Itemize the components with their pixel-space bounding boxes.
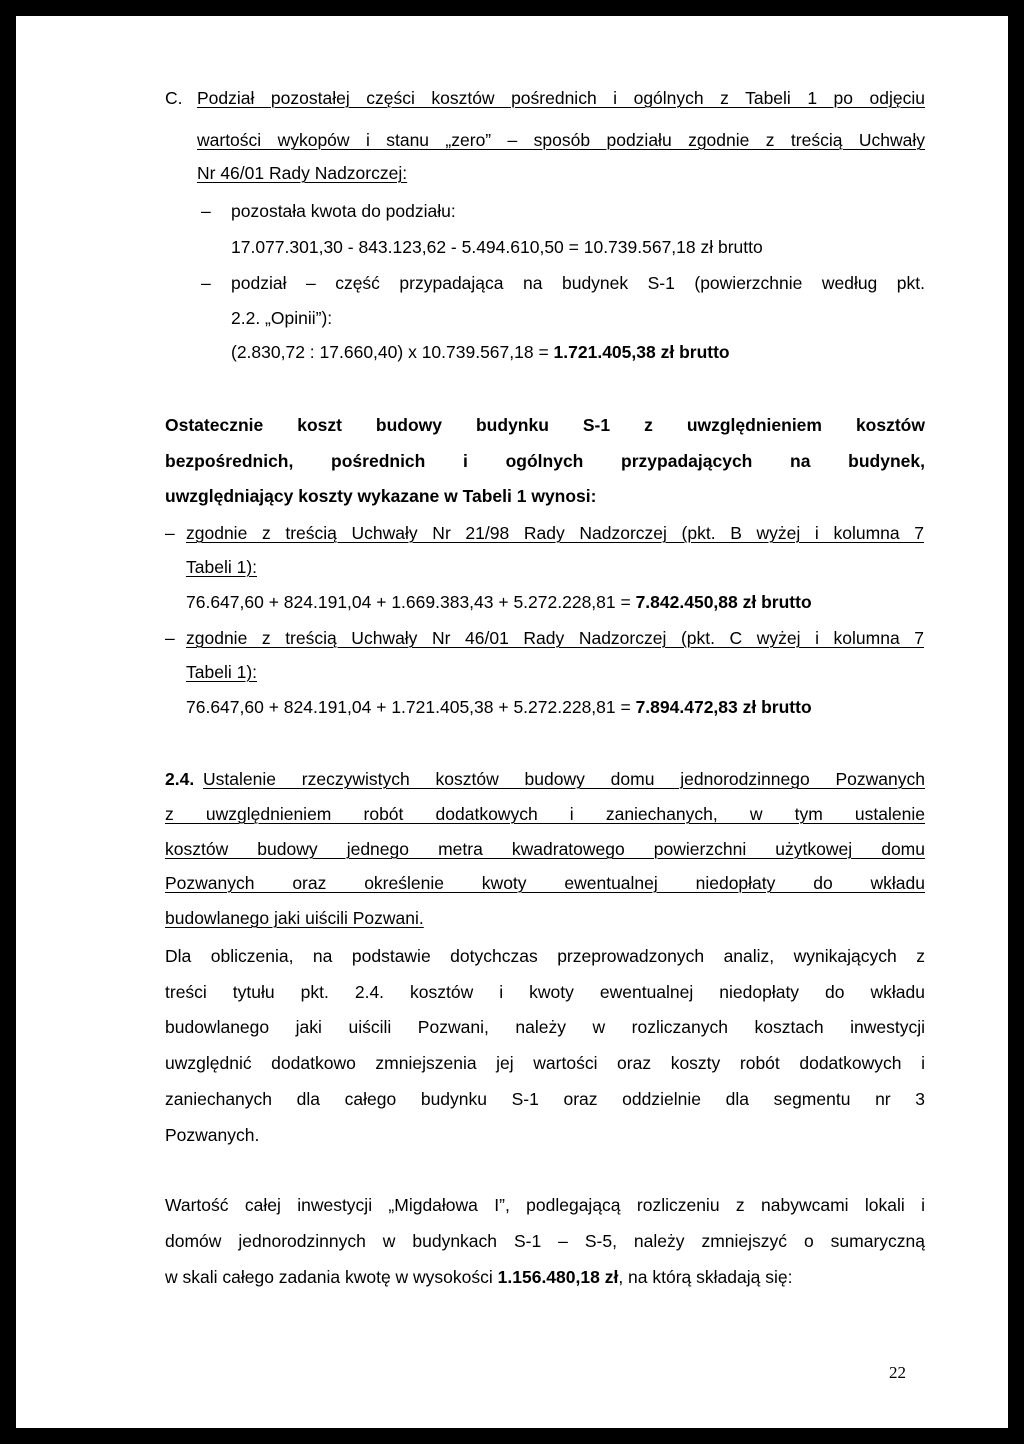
para1-line-2: treści tytułu pkt. 2.4. kosztów i kwoty ewentualnej niedopłaty do wkładu (165, 982, 925, 1002)
section-c-heading-line-3: Nr 46/01 Rady Nadzorczej: (197, 163, 408, 183)
variant-b-line-1: zgodnie z treścią Uchwały Nr 21/98 Rady Nadzorczej (pkt. B wyżej i kolumna 7 (186, 523, 924, 543)
summary-line-3: uwzględniający koszty wykazane w Tabeli 1 wynosi: (165, 486, 597, 506)
reduction-amount: 1.156.480,18 zł (497, 1267, 619, 1287)
list-dash: – (165, 628, 175, 648)
section-c-heading-line-2: wartości wykopów i stanu „zero” – sposób podziału zgodnie z treścią Uchwały (197, 130, 925, 150)
division-line-1: podział – część przypadająca na budynek S-1 (powierzchnie według pkt. (231, 273, 925, 293)
variant-b-line-2: Tabeli 1): (186, 557, 258, 577)
para2-line-3 (165, 1266, 792, 1288)
para2-line-2: domów jednorodzinnych w budynkach S-1 – S-5, należy zmniejszyć o sumaryczną (165, 1231, 925, 1251)
section-24-number: 2.4. (165, 769, 195, 789)
section-24-heading-line-4: Pozwanych oraz określenie kwoty ewentualnej niedopłaty do wkładu (165, 873, 925, 893)
variant-c-formula: 76.647,60 + 824.191,04 + 1.721.405,38 + 5.272.228,81 = (186, 697, 636, 717)
variant-c-line-2: Tabeli 1): (186, 662, 258, 682)
section-c-marker: C. (165, 88, 183, 108)
variant-c-line-1: zgodnie z treścią Uchwały Nr 46/01 Rady Nadzorczej (pkt. C wyżej i kolumna 7 (186, 628, 924, 648)
variant-c-result: 7.894.472,83 zł brutto (635, 697, 812, 717)
division-calc (231, 341, 730, 363)
para2-line-1: Wartość całej inwestycji „Migdałowa I”, podlegającą rozliczeniu z nabywcami lokali i (165, 1195, 925, 1215)
summary-line-2: bezpośrednich, pośrednich i ogólnych przypadających na budynek, (165, 451, 925, 471)
para1-line-4: uwzględnić dodatkowo zmniejszenia jej wartości oraz koszty robót dodatkowych i (165, 1053, 925, 1073)
para1-line-3: budowlanego jaki uiścili Pozwani, należy w rozliczanych kosztach inwestycji (165, 1017, 925, 1037)
para1-line-1: Dla obliczenia, na podstawie dotychczas przeprowadzonych analiz, wynikających z (165, 946, 925, 966)
para1-line-6: Pozwanych. (165, 1125, 260, 1145)
section-24-heading-line-5: budowlanego jaki uiścili Pozwani. (165, 908, 424, 928)
summary-line-1: Ostatecznie koszt budowy budynku S-1 z uwzględnieniem kosztów (165, 415, 925, 435)
variant-b-formula: 76.647,60 + 824.191,04 + 1.669.383,43 + 5.272.228,81 = (186, 592, 636, 612)
variant-c-calc (186, 696, 812, 718)
section-24-heading-line-1: Ustalenie rzeczywistych kosztów budowy domu jednorodzinnego Pozwanych (203, 769, 925, 789)
section-c-heading-line-1: Podział pozostałej części kosztów pośrednich i ogólnych z Tabeli 1 po odjęciu (197, 88, 925, 108)
list-dash: – (201, 201, 211, 221)
remaining-amount-label: pozostała kwota do podziału: (231, 201, 456, 221)
variant-b-result: 7.842.450,88 zł brutto (635, 592, 812, 612)
page-number: 22 (889, 1363, 906, 1382)
variant-b-calc (186, 591, 812, 613)
list-dash: – (165, 523, 175, 543)
section-24-heading-line-3: kosztów budowy jednego metra kwadratowego powierzchni użytkowej domu (165, 839, 925, 859)
remaining-amount-calc: 17.077.301,30 - 843.123,62 - 5.494.610,50 = 10.739.567,18 zł brutto (231, 237, 763, 257)
para1-line-5: zaniechanych dla całego budynku S-1 oraz oddzielnie dla segmentu nr 3 (165, 1089, 925, 1109)
section-24-heading-line-2: z uwzględnieniem robót dodatkowych i zaniechanych, w tym ustalenie (165, 804, 925, 824)
para2-text-start: w skali całego zadania kwotę w wysokości (165, 1267, 498, 1287)
document-page (16, 16, 1008, 1428)
division-calc-result: 1.721.405,38 zł brutto (553, 342, 730, 362)
division-line-2: 2.2. „Opinii”): (231, 308, 333, 328)
para2-text-end: , na którą składają się: (618, 1267, 793, 1287)
division-calc-formula: (2.830,72 : 17.660,40) x 10.739.567,18 = (231, 342, 554, 362)
list-dash: – (201, 273, 211, 293)
